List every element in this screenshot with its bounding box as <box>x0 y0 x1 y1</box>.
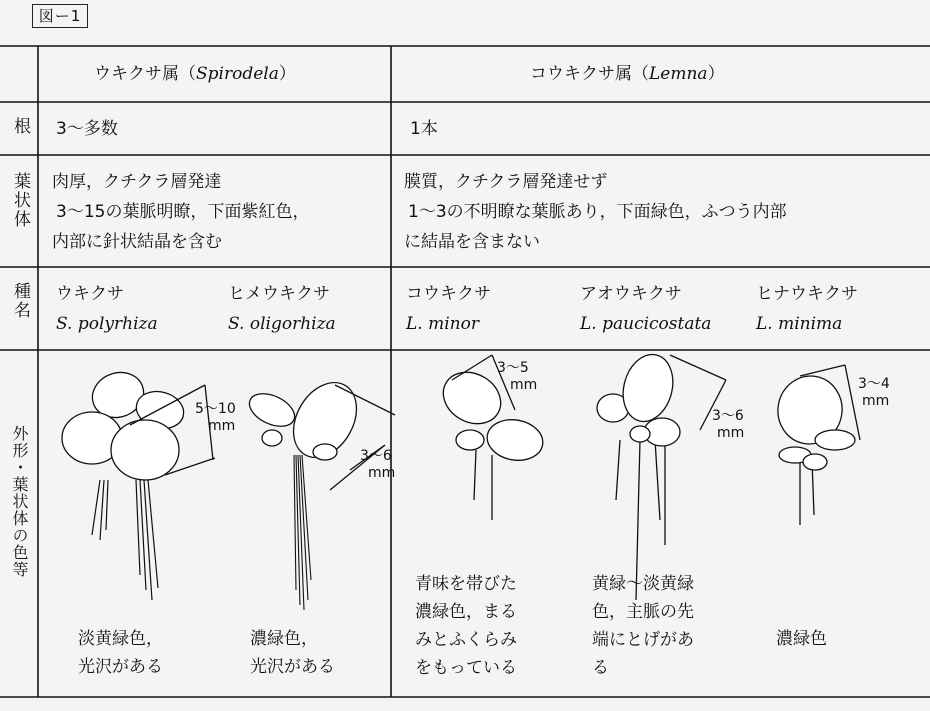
species-jp-minima: ヒナウキクサ <box>756 284 858 304</box>
frond-spirodela-line2: 3～15の葉脈明瞭，下面紫紅色， <box>56 202 310 222</box>
frond-lemna-line1: 膜質，クチクラ層発達せず <box>404 172 608 192</box>
header-lemna-name: コウキクサ属 <box>530 64 632 84</box>
row-label-appearance: 外形・葉状体の色等 <box>10 425 29 578</box>
root-lemna: 1本 <box>410 119 438 139</box>
frond-spirodela-line1: 肉厚，クチクラ層発達 <box>52 172 222 192</box>
note-polyrhiza: 淡黄緑色， 光沢がある <box>78 629 163 677</box>
figure-label: 図ー1 <box>32 4 88 28</box>
row-label-frond: 葉状体 <box>10 172 30 229</box>
dim-oligorhiza-unit: mm <box>368 465 396 481</box>
note-oligorhiza: 濃緑色， 光沢がある <box>250 629 335 677</box>
species-jp-paucicostata: アオウキクサ <box>580 284 682 304</box>
species-sci-paucicostata: L. paucicostata <box>580 314 712 334</box>
frond-lemna-line2: 1～3の不明瞭な葉脈あり，下面緑色，ふつう内部 <box>408 202 787 222</box>
species-sci-minor: L. minor <box>406 314 479 334</box>
spirodela-oligorhiza-drawing <box>244 371 395 610</box>
species-sci-minima: L. minima <box>756 314 843 334</box>
dim-oligorhiza-value: 3～6 <box>360 448 392 464</box>
species-sci-oligorhiza: S. oligorhiza <box>228 314 336 334</box>
dim-minor-value: 3～5 <box>497 360 529 376</box>
lemna-paucicostata-drawing <box>597 349 726 600</box>
species-jp-minor: コウキクサ <box>406 284 491 304</box>
spirodela-polyrhiza-drawing <box>62 365 215 600</box>
header-spirodela-sci: Spirodela <box>196 64 279 84</box>
dim-paucicostata-unit: mm <box>717 425 745 441</box>
row-label-root: 根 <box>10 117 30 136</box>
species-sci-polyrhiza: S. polyrhiza <box>56 314 158 334</box>
note-minima: 濃緑色 <box>776 629 827 649</box>
dim-polyrhiza-unit: mm <box>208 418 236 434</box>
header-spirodela: ウキクサ属（Spirodela） <box>94 64 296 84</box>
dim-polyrhiza-value: 5～10 <box>195 401 236 417</box>
header-spirodela-name: ウキクサ属 <box>94 64 179 84</box>
row-label-species: 種名 <box>10 282 30 320</box>
dim-minima-unit: mm <box>862 393 890 409</box>
dim-minor-unit: mm <box>510 377 538 393</box>
dim-minima-value: 3～4 <box>858 376 890 392</box>
header-lemna-sci: Lemna <box>649 64 708 84</box>
header-lemna: コウキクサ属（Lemna） <box>530 64 725 84</box>
frond-lemna-line3: に結晶を含まない <box>404 232 540 252</box>
lemna-minima-drawing <box>773 365 860 525</box>
dim-paucicostata-value: 3～6 <box>712 408 744 424</box>
species-jp-polyrhiza: ウキクサ <box>56 284 124 304</box>
note-paucicostata: 黄緑～淡黄緑 色，主脈の先 端にとげがあ る <box>592 574 694 678</box>
frond-spirodela-line3: 内部に針状結晶を含む <box>52 232 222 252</box>
note-minor: 青味を帯びた 濃緑色，まる みとふくらみ をもっている <box>415 574 517 678</box>
species-jp-oligorhiza: ヒメウキクサ <box>228 284 330 304</box>
root-spirodela: 3～多数 <box>56 119 118 139</box>
